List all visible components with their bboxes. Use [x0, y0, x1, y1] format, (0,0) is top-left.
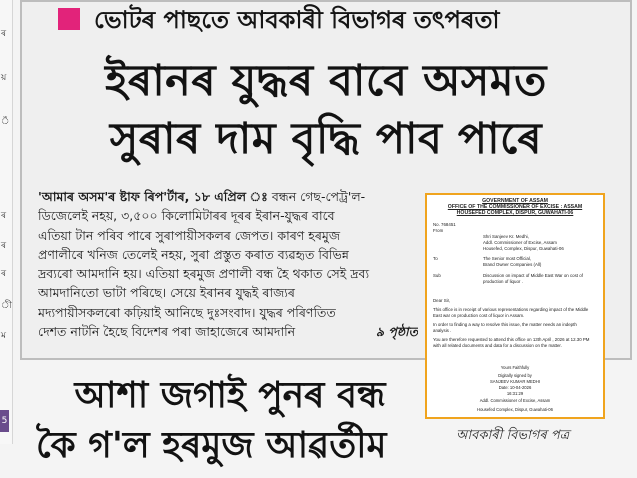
letter-signature-line: SANJEEV KUMAR MEDHI — [489, 379, 541, 384]
article-line: মদ্যপায়ীসকলৰো কঢ়িয়াই আনিছে দুঃসংবাদ। যুদ্ধৰ পৰিণতিত — [38, 304, 336, 320]
letter-to-line: Brand Owner Companies (All) — [483, 262, 542, 267]
letter-header-line: HOUSEFED COMPLEX, DISPUR, GUWAHATI-06 — [456, 210, 574, 216]
article-line: 'আমাৰ অসম'ৰ ষ্টাফ ৰিপ'ৰ্টাৰ, ১৮ এপ্ৰিল ঃ বন্ধন গেছ-পেট্ৰ'ল- — [38, 189, 366, 204]
strip-char: ৰ — [1, 241, 7, 251]
strip-char: ী — [1, 301, 13, 311]
headline-line-1: ইৰানৰ যুদ্ধৰ বাবে অসমত — [105, 56, 547, 106]
article-line: আমদানিতো ভাটা পৰিছে। সেয়ে ইৰানৰ যুদ্ধই ৰাজ্যৰ — [38, 285, 295, 301]
letter-from-label: From — [433, 228, 444, 233]
letter-subject: Discussion on impact of Middle East War on cost of production of liquor . — [483, 273, 583, 284]
tagline-bullet — [58, 8, 80, 30]
letter-salutation: Dear Sir, — [433, 298, 451, 303]
strip-char: ঁ — [1, 117, 10, 127]
strip-char: ৰ — [1, 29, 7, 39]
article-line: প্ৰণালীৰে খনিজ তেলেই নহয়, সুৰা প্ৰস্তুত কৰাত ব্যৱহৃত বিভিন্ন — [38, 246, 349, 262]
letter-to-line: The Senior most Official, — [483, 256, 531, 261]
letter-number: No. 768451 — [433, 222, 456, 227]
letter-paragraph: In order to finding a way to resolve this issue, the matter needs an indepth analysis . — [433, 322, 577, 333]
letter-from-line: Housefed, Complex, Dispur, Guwahati-06 — [483, 246, 564, 251]
letter-signature-line: 16:31:29 — [506, 391, 524, 396]
letter-header-line: GOVERNMENT OF ASSAM — [482, 198, 548, 204]
letter-signature-line: Digitally signed by — [498, 373, 532, 378]
excise-letter-image — [425, 193, 605, 419]
strip-char: য় — [1, 73, 7, 83]
article-body — [38, 187, 418, 341]
letter-signature-line: Yours Faithfully — [500, 365, 530, 370]
strip-char: ম — [1, 331, 6, 341]
letter-from-line: Shri Sanjeev Kr. Medhi, — [483, 234, 529, 239]
tagline: ভোটৰ পাছতে আবকাৰী বিভাগৰ তৎপৰতা — [94, 6, 500, 34]
letter-to-label: To — [433, 256, 438, 261]
second-headline-line-1: আশা জগাই পুনৰ বন্ধ — [74, 375, 386, 416]
continued-on-page: ৯ পৃষ্ঠাত — [375, 324, 418, 340]
left-column-strip — [0, 0, 13, 444]
second-headline-line-2: কৈ গ'ল হৰমুজ আৱৰ্তীম — [36, 425, 387, 466]
letter-subject-label: Sub — [433, 273, 441, 278]
article-line: দেশত নাটনি হৈছে বিদেশৰ পৰা জাহাজেৰে আমদানি ৯ পৃষ্ঠাত — [38, 322, 418, 341]
strip-char: ৰ — [1, 269, 7, 279]
image-caption: আবকাৰী বিভাগৰ পত্ৰ — [456, 428, 570, 443]
letter-signature-line: Housefed Complex, Dispur, Guwahati-06 — [477, 407, 553, 412]
letter-paragraph: You are therefore requested to attend this office on 13th April , 2026 at 12.30 PM with all related documents and data for a discussion on the matter. — [433, 337, 590, 348]
article-line: দ্ৰব্যৰো আমদানি হয়। এতিয়া হৰমুজ প্ৰণালী বন্ধ হৈ থকাত সেই দ্ৰব্য — [38, 266, 370, 282]
strip-badge: 5 — [0, 410, 9, 432]
article-line: ডিজেলেই নহয়, ৩,৫০০ কিলোমিটাৰৰ দূৰৰ ইৰান-যুদ্ধৰ বাবে — [38, 208, 335, 224]
strip-char: ৰ — [1, 211, 7, 221]
headline-line-2: সুৰাৰ দাম বৃদ্ধি পাব পাৰে — [109, 114, 543, 164]
letter-from-line: Addl. Commissioner of Excise, Assam — [483, 240, 557, 245]
letter-signature-line: Addl. Commissioner of Excise, Assam — [479, 398, 551, 403]
article-line: এতিয়া টান পৰিব পাৰে সুৰাপায়ীসকলৰ জেপত। কাৰণ হৰমুজ — [38, 227, 341, 243]
letter-paragraph: This office is in receipt of various representations regarding impact of the Middle East war on production cost of liquor in Assam. — [433, 307, 589, 318]
letter-header-line: OFFICE OF THE COMMISSIONER OF EXCISE : ASSAM — [447, 204, 583, 210]
byline: 'আমাৰ অসম'ৰ ষ্টাফ ৰিপ'ৰ্টাৰ, ১৮ এপ্ৰিল ঃ — [38, 189, 268, 204]
letter-signature-line: Date: 10-04-2026 — [498, 385, 532, 390]
